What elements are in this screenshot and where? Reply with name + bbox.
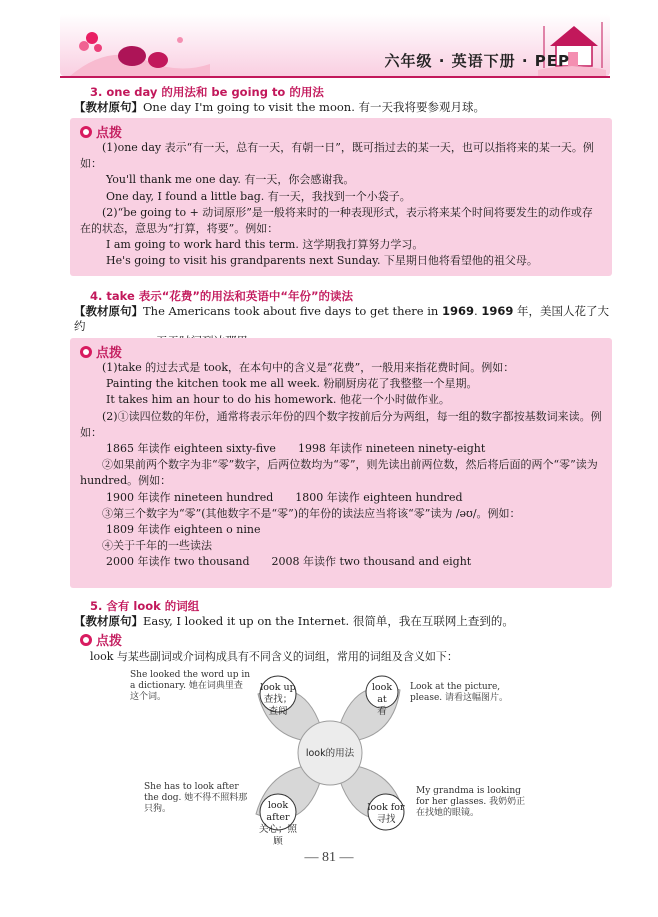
tip-paragraph: (2)①读四位数的年份，通常将表示年份的四个数字按前后分为两组，每一组的数字都按基数词来读。例如： bbox=[80, 409, 602, 439]
tips-body bbox=[80, 140, 602, 270]
tip-bullet-icon bbox=[80, 346, 92, 358]
original-label: 【教材原句】 bbox=[74, 304, 143, 318]
header-rule bbox=[60, 76, 610, 78]
tip-example: It takes him an hour to do his homework. 他花一个小时做作业。 bbox=[106, 393, 450, 407]
diagram-example-bottom-left: She has to look after the dog. 她不得不照料那只狗。 bbox=[144, 782, 248, 814]
tip-example: 2000 年读作 two thousand 2008 年读作 two thousand and eight bbox=[106, 555, 472, 569]
diagram-phrase-look-for bbox=[366, 802, 406, 826]
tips-heading bbox=[80, 342, 122, 361]
section-5-title: 5. 含有 look 的词组 bbox=[90, 599, 200, 613]
tip-example: He's going to visit his grandparents next Sunday. 下星期日他将看望他的祖父母。 bbox=[106, 254, 538, 268]
tip-example: 1900 年读作 nineteen hundred 1800 年读作 eighteen hundred bbox=[106, 490, 463, 504]
meaning: 查找；查阅 bbox=[263, 694, 293, 717]
tip-example: One day, I found a little bag. 有一天，我找到一个小袋子。 bbox=[106, 189, 411, 203]
diagram-phrase-look-after bbox=[256, 800, 300, 848]
original-label: 【教材原句】 bbox=[74, 100, 143, 114]
meaning: 关心；照顾 bbox=[258, 824, 297, 847]
section-3-original bbox=[74, 100, 614, 115]
phrase: look up bbox=[260, 682, 296, 693]
year-bold: 1969 bbox=[441, 304, 474, 318]
original-sentence: The Americans took about five days to get there in bbox=[143, 304, 442, 318]
diagram-phrase-look-at bbox=[366, 682, 398, 718]
meaning: 寻找 bbox=[376, 814, 396, 825]
tip-example: Painting the kitchen took me all week. 粉刷厨房花了我整整一个星期。 bbox=[106, 377, 478, 391]
diagram-phrase-look-up bbox=[260, 682, 296, 718]
tip-paragraph: ④关于千年的一些读法 bbox=[102, 539, 212, 553]
tips-label: 点拨 bbox=[96, 346, 123, 361]
tip-paragraph: (1)one day 表示“有一天，总有一天，有朝一日”，既可指过去的某一天，也可以指将来的某一天。例如： bbox=[80, 141, 594, 171]
look-usage-diagram bbox=[120, 664, 540, 847]
tips-label: 点拨 bbox=[96, 126, 123, 141]
section-4-title: 4. take 表示“花费”的用法和英语中“年份”的读法 bbox=[90, 289, 354, 303]
tip-paragraph: (1)take 的过去式是 took，在本句中的含义是“花费”，一般用来指花费时间。例如： bbox=[102, 361, 515, 374]
tip-example: I am going to work hard this term. 这学期我打算努力学习。 bbox=[106, 238, 424, 252]
section-3-title: 3. one day 的用法和 be going to 的用法 bbox=[90, 85, 324, 99]
tip-example: You'll thank me one day. 有一天，你会感谢我。 bbox=[106, 173, 355, 187]
phrase: look at bbox=[371, 682, 393, 705]
original-label: 【教材原句】 bbox=[74, 614, 143, 628]
tip-paragraph: ②如果前两个数字为非“零”数字，后两位数均为“零”，则先读出前两位数，然后将后面的两个“零”读为 hundred。例如： bbox=[80, 458, 598, 488]
phrase: look for bbox=[367, 802, 405, 813]
tip-bullet-icon bbox=[80, 634, 92, 646]
diagram-example-top-right: Look at the picture, please. 请看这幅图片。 bbox=[410, 682, 508, 703]
page-number: — 81 — bbox=[304, 850, 354, 865]
original-sentence: One day I'm going to visit the moon. 有一天我将要参观月球。 bbox=[143, 100, 486, 114]
tip-paragraph: ③第三个数字为“零”(其他数字不是“零”)的年份的读法应当将该“零”读为 /əʊ/。例如： bbox=[102, 506, 521, 520]
tips-heading bbox=[80, 630, 122, 649]
meaning: 看 bbox=[377, 706, 387, 717]
tip-example: 1865 年读作 eighteen sixty-five 1998 年读作 nineteen ninety-eight bbox=[106, 442, 486, 456]
tips-label: 点拨 bbox=[96, 634, 123, 649]
year-bold: 1969 bbox=[481, 304, 514, 318]
page-header bbox=[60, 14, 610, 76]
tip-bullet-icon bbox=[80, 126, 92, 138]
flower-decoration-icon bbox=[70, 22, 210, 76]
page-title: 六年级 · 英语下册 · PEP bbox=[384, 52, 570, 70]
tips-box-1 bbox=[70, 118, 612, 276]
original-punct: . bbox=[474, 304, 482, 318]
diagram-center-label: look的用法 bbox=[305, 748, 355, 759]
diagram-example-top-left: She looked the word up in a dictionary. 她在词典里查这个词。 bbox=[130, 670, 251, 702]
tip-example: 1809 年读作 eighteen o nine bbox=[106, 523, 261, 537]
original-translation: 年，美国人花了大约 bbox=[74, 304, 609, 333]
tips-body bbox=[80, 360, 602, 571]
original-sentence: Easy, I looked it up on the Internet. 很简单，我在互联网上查到的。 bbox=[143, 614, 514, 628]
diagram-example-bottom-right: My grandma is looking for her glasses. 我奶奶正在找她的眼镜。 bbox=[416, 786, 526, 818]
tips-heading bbox=[80, 122, 122, 141]
tip-paragraph: (2)“be going to + 动词原形”是一般将来时的一种表现形式，表示将来某个时间将要发生的动作或存在的状态，意思为“打算，将要”。例如： bbox=[80, 205, 593, 236]
tips-box-2 bbox=[70, 338, 612, 588]
section-5-intro: look 与某些副词或介词构成具有不同含义的词组，常用的词组及含义如下： bbox=[90, 650, 458, 663]
section-5-original bbox=[74, 614, 614, 629]
phrase: look after bbox=[266, 800, 290, 823]
